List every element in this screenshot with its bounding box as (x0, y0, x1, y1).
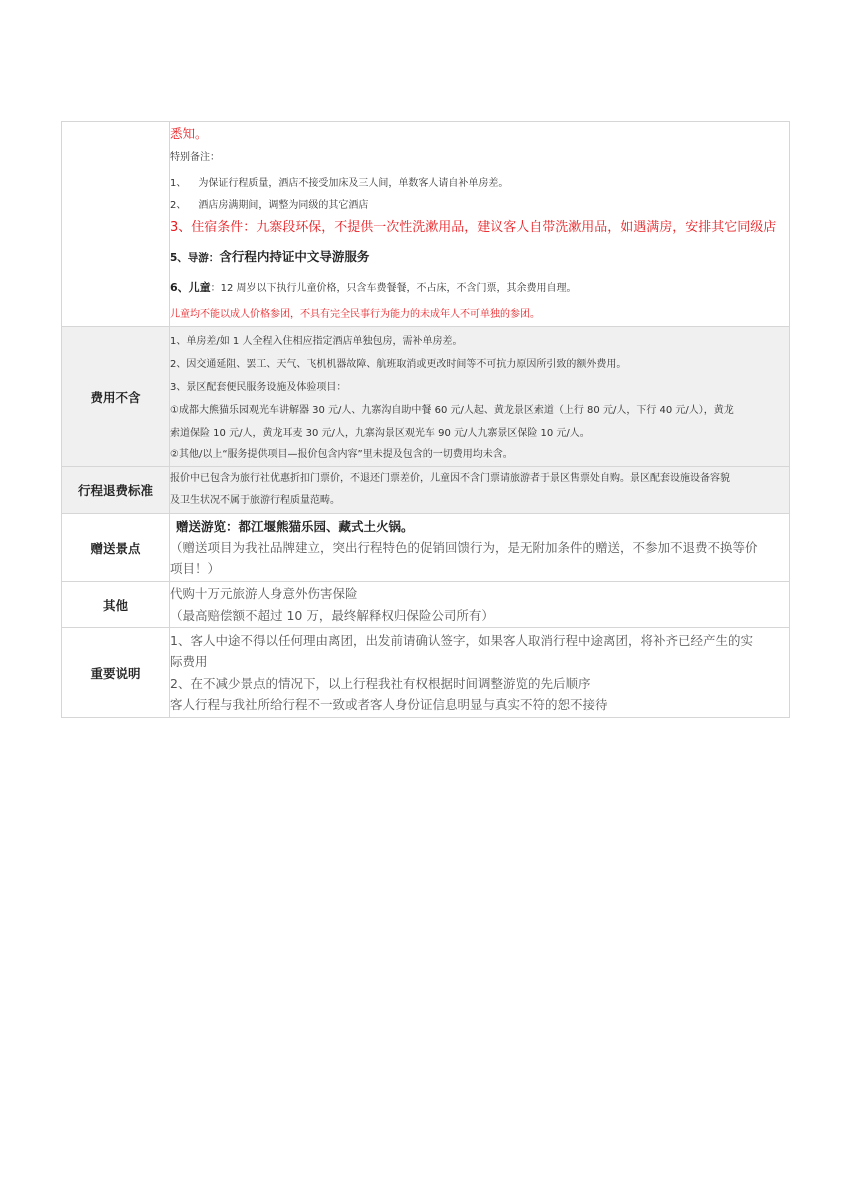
gift-note-b: 项目！） (170, 560, 221, 576)
note-2-number: 2、 (170, 200, 187, 211)
itinerary-table (61, 121, 790, 718)
guide-prefix: 5、导游： (170, 252, 220, 264)
other-line-2: （最高赔偿额不超过 10 万，最终解释权归保险公司所有） (170, 607, 494, 623)
important-line-1a: 1、客人中途不得以任何理由离团，出发前请确认签字，如果客人取消行程中途离团，将补齐已经产生的实 (170, 632, 753, 648)
refund-line-2: 及卫生状况不属于旅游行程质量范畴。 (170, 495, 340, 506)
excluded-line-4b: 索道保险 10 元/人，黄龙耳麦 30 元/人，九寨沟景区观光车 90 元/人九寨景区保险 10 元/人。 (170, 427, 590, 439)
note-2-text: 酒店房满期间，调整为同级的其它酒店 (198, 200, 369, 211)
excluded-line-1: 1、单房差/如 1 人全程入住相应指定酒店单独包房，需补单房差。 (170, 335, 463, 347)
note-1-text: 为保证行程质量，酒店不接受加床及三人间，单数客人请自补单房差。 (198, 178, 509, 189)
gift-label: 赠送景点 (62, 514, 170, 582)
guide-info (170, 246, 789, 269)
notes-label (62, 122, 170, 327)
note-1-number: 1、 (170, 178, 187, 189)
refund-label: 行程退费标准 (62, 467, 170, 514)
refund-content (170, 467, 790, 514)
child-policy (170, 277, 789, 300)
excluded-fees-row (62, 327, 790, 467)
child-text: ：12 周岁以下执行儿童价格，只含车费餐餐，不占床，不含门票，其余费用自理。 (210, 283, 577, 294)
gift-headline: 赠送游览：都江堰熊猫乐园、藏式土火锅。 (176, 518, 414, 534)
child-prefix: 6、儿童 (170, 281, 211, 294)
other-line-1: 代购十万元旅游人身意外伤害保险 (170, 585, 358, 601)
special-note-1 (170, 173, 789, 195)
refund-line-1: 报价中已包含为旅行社优惠折扣门票价，不退还门票差价，儿童因不含门票请旅游者于景区售票处自购。景区配套设施设备容貌 (170, 473, 730, 484)
gift-content (170, 514, 790, 582)
important-row (62, 628, 790, 718)
excluded-line-5: ②其他/以上“服务提供项目—报价包含内容”里未提及包含的一切费用均未含。 (170, 448, 513, 460)
important-label: 重要说明 (62, 628, 170, 718)
other-row (62, 582, 790, 628)
other-content (170, 582, 790, 628)
guide-text: 含行程内持证中文导游服务 (219, 249, 370, 264)
other-label: 其他 (62, 582, 170, 628)
important-line-3: 客人行程与我社所给行程不一致或者客人身份证信息明显与真实不符的恕不接待 (170, 697, 608, 712)
important-content (170, 628, 790, 718)
important-line-1b: 际费用 (170, 654, 208, 669)
gift-note-a: （赠送项目为我社品牌建立，突出行程特色的促销回馈行为，是无附加条件的赠送，不参加不退费不换等价 (170, 539, 758, 555)
excluded-line-2: 2、因交通延阻、罢工、天气、飞机机器故障、航班取消或更改时间等不可抗力原因所引致的额外费用。 (170, 358, 627, 370)
child-warning: 儿童均不能以成人价格参团，不具有完全民事行为能力的未成年人不可单独的参团。 (170, 309, 540, 320)
lodging-condition: 3、住宿条件：九寨段环保，不提供一次性洗漱用品，建议客人自带洗漱用品，如遇满房，安排其它同级店 (170, 220, 777, 235)
notes-row (62, 122, 790, 327)
notes-content (170, 122, 790, 327)
excluded-fees-content (170, 327, 790, 467)
notice-tail: 悉知。 (170, 126, 208, 141)
refund-row (62, 467, 790, 514)
special-note-2 (170, 195, 789, 216)
special-notes-title: 特别备注： (170, 152, 220, 163)
important-line-2: 2、在不减少景点的情况下，以上行程我社有权根据时间调整游览的先后顺序 (170, 675, 591, 691)
excluded-fees-label: 费用不含 (62, 327, 170, 467)
excluded-line-4a: ①成都大熊猫乐园观光车讲解器 30 元/人、九寨沟自助中餐 60 元/人起、黄龙景区索道（上行 80 元/人，下行 40 元/人），黄龙 (170, 404, 734, 416)
gift-row (62, 514, 790, 582)
excluded-line-3: 3、景区配套便民服务设施及体验项目： (170, 381, 347, 393)
